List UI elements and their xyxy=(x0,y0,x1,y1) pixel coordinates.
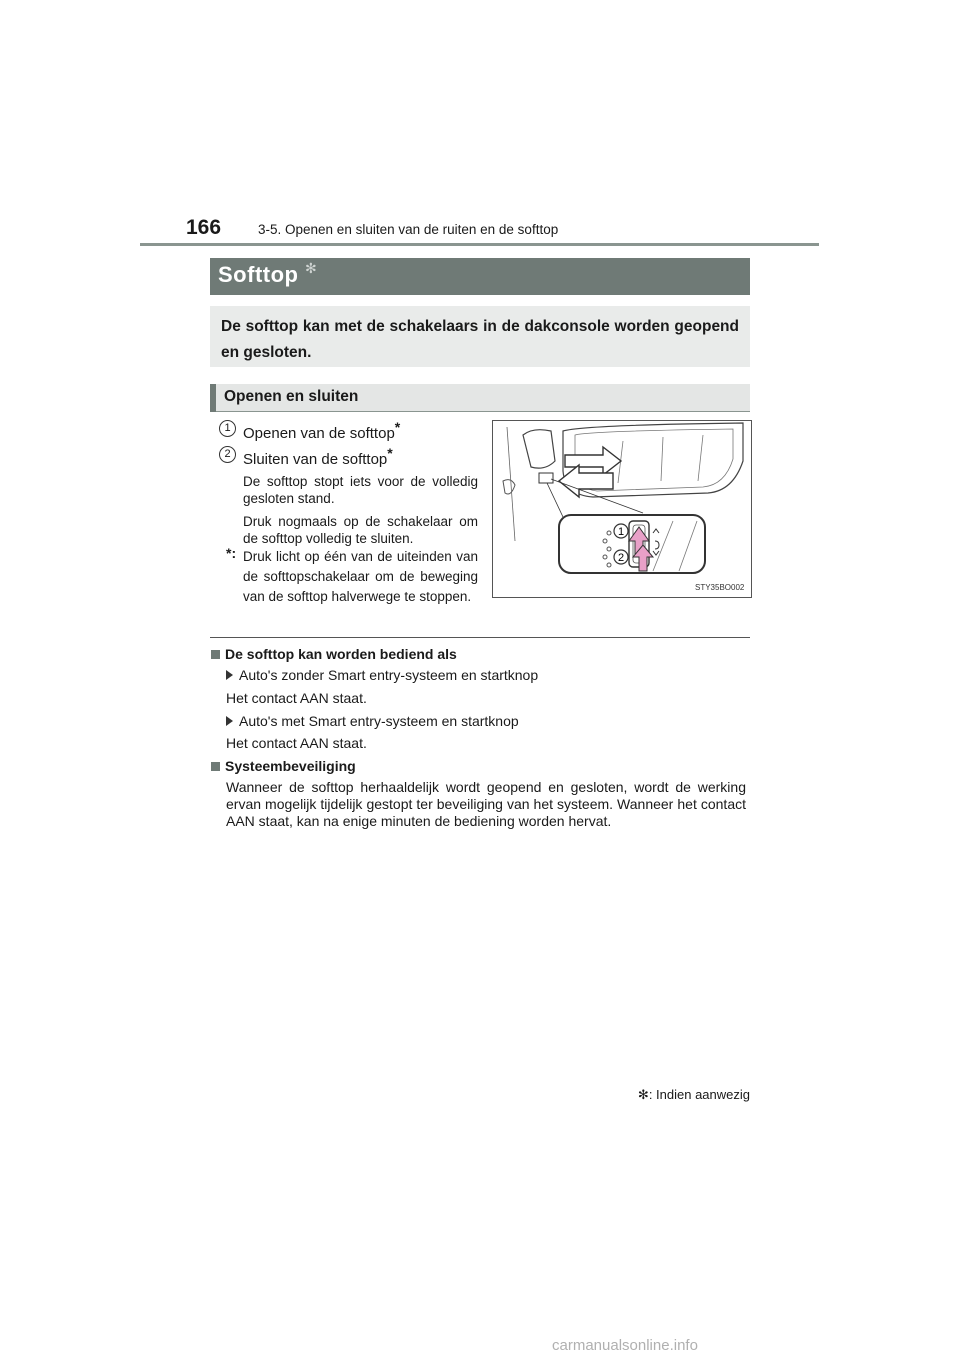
note-2: Druk nogmaals op de schakelaar om de softtop volledig te sluiten. xyxy=(243,514,478,546)
page-title: Softtop xyxy=(218,262,299,287)
bullet-2-detail: Het contact AAN staat. xyxy=(226,735,367,751)
footnote-inline: Druk licht op één van de uiteinden van de softtopschakelaar om de beweging van de softtop halverwege te stoppen. xyxy=(243,549,478,604)
bullet-2 xyxy=(226,713,519,729)
bullet-2-text: Auto's met Smart entry-systeem en startknop xyxy=(239,713,519,729)
bullet-1 xyxy=(226,667,538,683)
square-bullet-icon xyxy=(211,762,220,771)
label-2-text: 2 xyxy=(617,552,625,564)
header-rule xyxy=(140,243,819,246)
note-1: De softtop stopt iets voor de volledig gesloten stand. xyxy=(243,474,478,506)
section-title: 3-5. Openen en sluiten van de ruiten en de softtop xyxy=(258,222,559,237)
info-heading-2-text: Systeembeveiliging xyxy=(225,758,356,774)
bullet-1-detail: Het contact AAN staat. xyxy=(226,690,367,706)
step-2-asterisk: * xyxy=(387,445,393,461)
info-heading-operation xyxy=(211,646,457,662)
step-1-label: Openen van de softtop xyxy=(243,425,395,442)
subsection-accent xyxy=(210,384,216,412)
step-1-asterisk: * xyxy=(394,419,401,435)
roof-console-drawing xyxy=(493,421,751,597)
step-2-text xyxy=(243,445,393,468)
triangle-bullet-icon xyxy=(226,716,233,726)
step-1-number-icon: 1 xyxy=(219,420,236,437)
info-heading-1-text: De softtop kan worden bediend als xyxy=(225,646,457,662)
softtop-switch-illustration xyxy=(492,420,752,598)
step-2-number-icon: 2 xyxy=(219,446,236,463)
footnote-mark: *: xyxy=(226,545,237,561)
triangle-bullet-icon xyxy=(226,670,233,680)
label-1-text: 1 xyxy=(617,526,625,538)
section-divider xyxy=(210,637,750,638)
image-code: STY35BO002 xyxy=(695,583,745,592)
info-heading-protection xyxy=(211,758,356,774)
step-1-text xyxy=(243,419,400,442)
intro-text: De softtop kan met de schakelaars in de dakconsole worden geopend en gesloten. xyxy=(221,318,739,361)
square-bullet-icon xyxy=(211,650,220,659)
subsection-title: Openen en sluiten xyxy=(224,388,359,405)
page-number: 166 xyxy=(186,216,222,239)
info-protection-text: Wanneer de softtop herhaaldelijk wordt geopend en gesloten, wordt de werking ervan mogelijk tijdelijk gestopt ter beveiliging van het systeem. Wanneer het contact AAN staat, kan na enige minuten de bediening worden hervat. xyxy=(226,779,746,829)
bullet-1-text: Auto's zonder Smart entry-systeem en startknop xyxy=(239,667,539,683)
watermark[interactable]: carmanualsonline.info xyxy=(552,1337,698,1354)
step-2-label: Sluiten van de softtop xyxy=(243,451,388,468)
page-footnote: ✻: Indien aanwezig xyxy=(637,1087,750,1102)
title-star-mark: ✻ xyxy=(305,260,317,276)
